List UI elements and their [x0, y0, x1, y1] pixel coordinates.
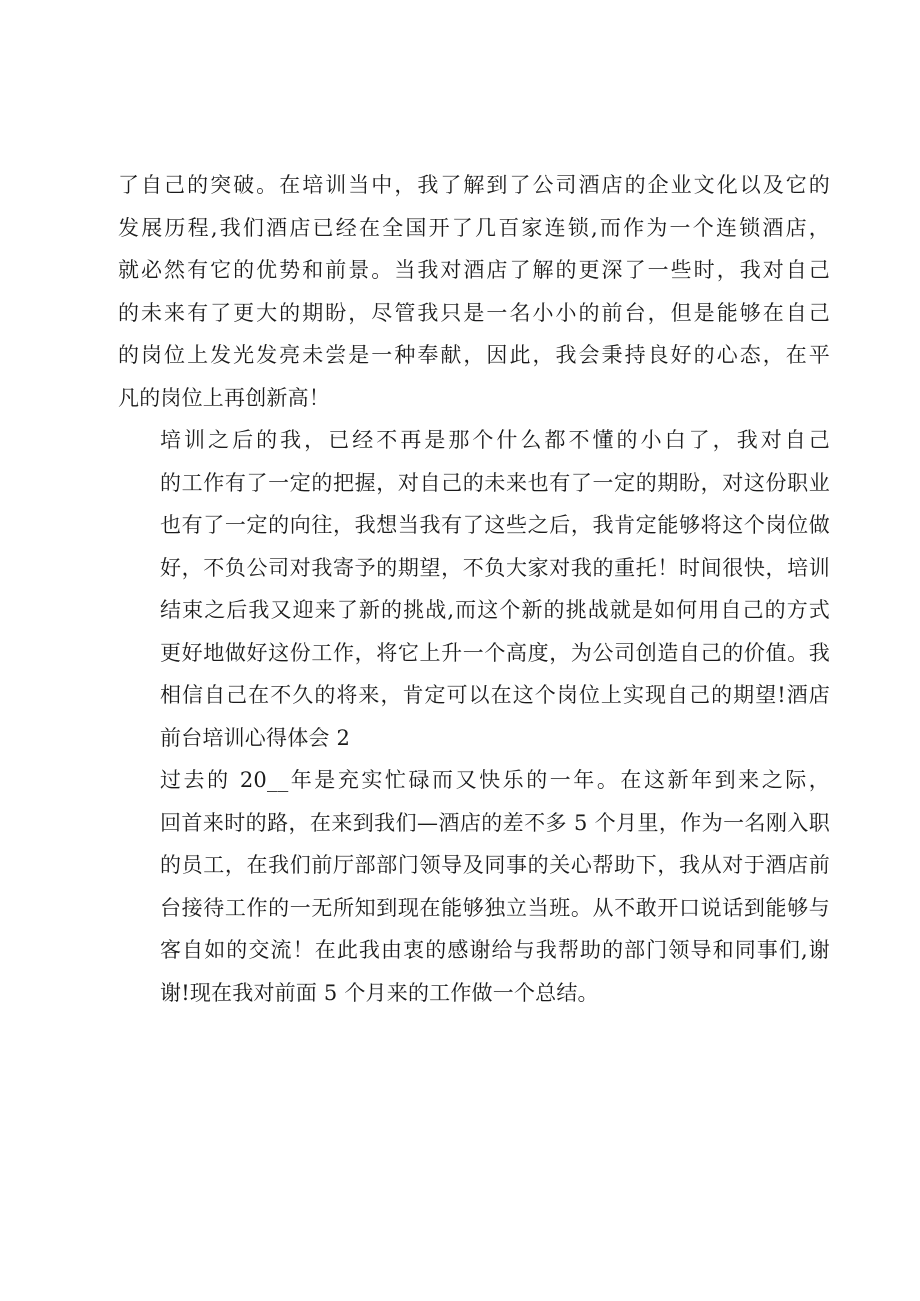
paragraph-1 [118, 164, 830, 419]
text-line: 培训之后的我，已经不再是那个什么都不懂的小白了，我对自己 [160, 428, 830, 452]
text-line: 的员工，在我们前厅部部门领导及同事的关心帮助下，我从对于酒店前 [160, 853, 830, 877]
paragraph-2 [118, 419, 830, 759]
text-line: 就必然有它的优势和前景。当我对酒店了解的更深了一些时，我对自己 [118, 258, 830, 282]
text-line: 过去的 20__年是充实忙碌而又快乐的一年。在这新年到来之际， [160, 768, 830, 792]
text-line: 凡的岗位上再创新高！ [118, 385, 330, 410]
text-line: 更好地做好这份工作，将它上升一个高度，为公司创造自己的价值。我 [160, 640, 830, 665]
paragraph-3 [118, 759, 830, 1014]
text-line: 谢!现在我对前面 5 个月来的工作做一个总结。 [160, 980, 599, 1005]
text-line: 回首来时的路，在来到我们—酒店的差不多 5 个月里，作为一名刚入职 [160, 810, 830, 835]
text-line: 台接待工作的一无所知到现在能够独立当班。从不敢开口说话到能够与 [160, 895, 830, 920]
text-line: 客自如的交流！在此我由衷的感谢给与我帮助的部门领导和同事们,谢 [160, 938, 830, 962]
text-line: 的岗位上发光发亮未尝是一种奉献，因此，我会秉持良好的心态，在平 [118, 343, 830, 367]
text-line: 了自己的突破。在培训当中，我了解到了公司酒店的企业文化以及它的 [118, 173, 830, 197]
text-line: 结束之后我又迎来了新的挑战,而这个新的挑战就是如何用自己的方式 [160, 598, 830, 622]
text-line: 前台培训心得体会 2 [160, 725, 351, 750]
document-body [118, 164, 830, 1014]
text-line: 相信自己在不久的将来，肯定可以在这个岗位上实现自己的期望!酒店 [160, 683, 830, 707]
text-line: 也有了一定的向往，我想当我有了这些之后，我肯定能够将这个岗位做 [160, 513, 830, 537]
text-line: 发展历程,我们酒店已经在全国开了几百家连锁,而作为一个连锁酒店， [118, 215, 830, 240]
text-line: 的工作有了一定的把握，对自己的未来也有了一定的期盼，对这份职业 [160, 470, 830, 495]
text-line: 的未来有了更大的期盼，尽管我只是一名小小的前台，但是能够在自己 [118, 300, 830, 325]
text-line: 好，不负公司对我寄予的期望，不负大家对我的重托！时间很快，培训 [160, 555, 830, 580]
